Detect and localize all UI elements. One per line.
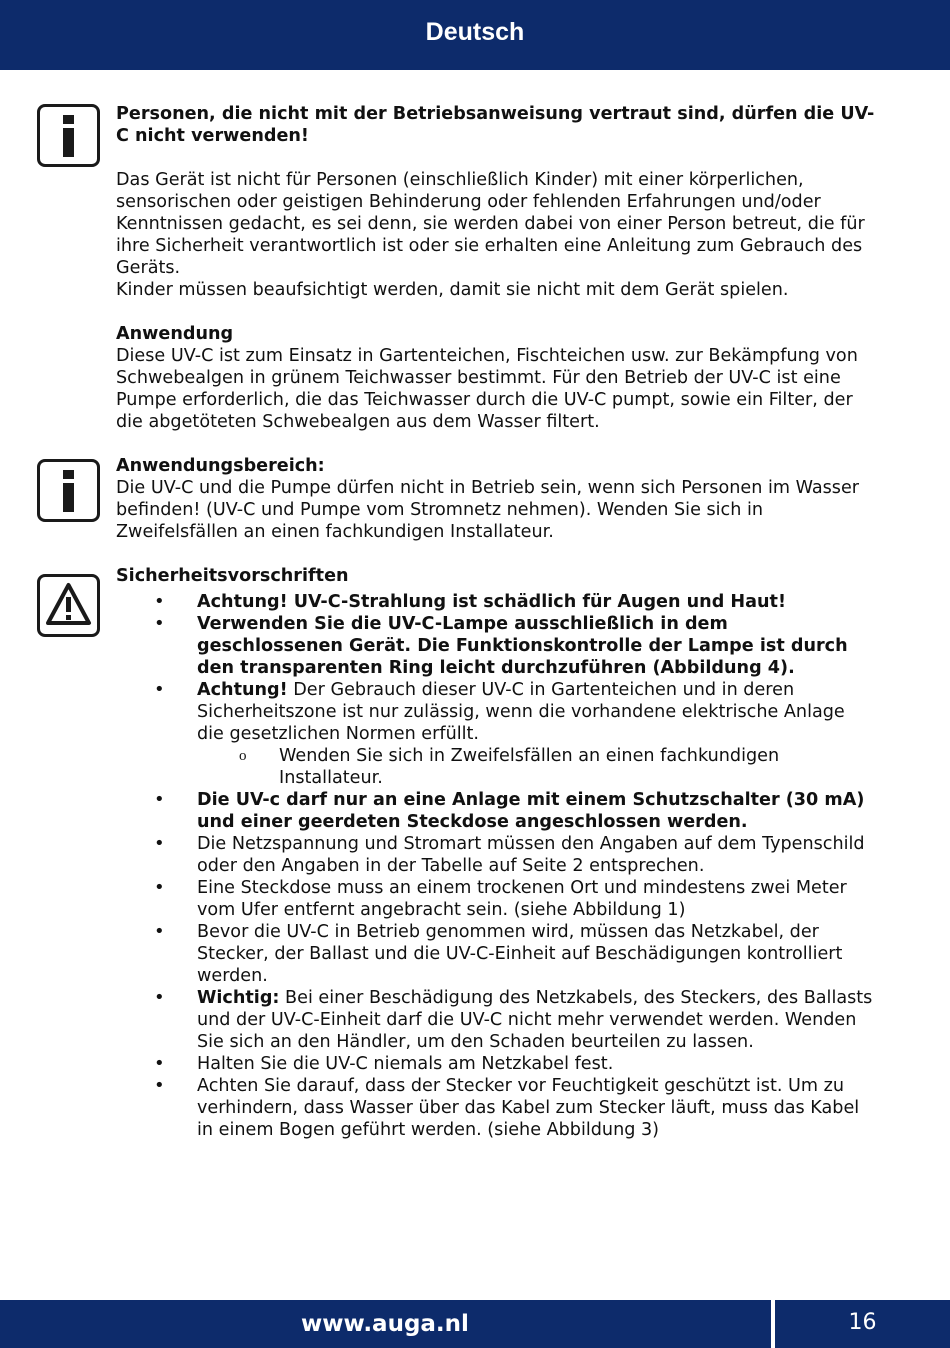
footer-website-link[interactable]: www.auga.nl xyxy=(301,1311,469,1337)
list-item: • Achtung! Der Gebrauch dieser UV-C in Gartenteichen und in deren Sicherheitszone ist nur zulässig, wenn die vorhandene elektrische Anlage die gesetzlichen Normen erfüllt. o Wenden Sie sich in Zweifelsfällen an einen fachkundigen Installateur. xyxy=(116,679,876,789)
list-item: • Die Netzspannung und Stromart müssen den Angaben auf dem Typenschild oder den Angaben in der Tabelle auf Seite 2 entsprechen. xyxy=(116,833,876,877)
list-item: • Bevor die UV-C in Betrieb genommen wird, müssen das Netzkabel, der Stecker, der Ballast und die UV-C-Einheit auf Beschädigungen kontrolliert werden. xyxy=(116,921,876,987)
intro-warning: Personen, die nicht mit der Betriebsanweisung vertraut sind, dürfen die UV-C nicht verwenden! xyxy=(116,104,875,146)
section-heading-sicherheit: Sicherheitsvorschriften xyxy=(116,566,349,586)
list-item: • Halten Sie die UV-C niemals am Netzkabel fest. xyxy=(116,1053,876,1075)
anwendung-text: Diese UV-C ist zum Einsatz in Gartenteichen, Fischteichen usw. zur Bekämpfung von Schwebealgen in grünem Teichwasser bestimmt. Für den Betrieb der UV-C ist eine Pumpe erforderlich, die das Teichwasser durch die UV-C pumpt, sowie ein Filter, der die abgetöteten Schwebealgen aus dem Wasser filtert. xyxy=(116,346,858,432)
section-heading-anwendungsbereich: Anwendungsbereich: xyxy=(116,456,325,476)
list-item: • Verwenden Sie die UV-C-Lampe ausschließlich in dem geschlossenen Gerät. Die Funktionskontrolle der Lampe ist durch den transparenten Ring leicht durchzuführen (Abbildung 4). xyxy=(116,613,876,679)
list-item: • Wichtig: Bei einer Beschädigung des Netzkabels, des Steckers, des Ballasts und der UV-C-Einheit darf die UV-C nicht mehr verwendet werden. Wenden Sie sich an den Händler, um den Schaden beurteilen zu lassen. xyxy=(116,987,876,1053)
list-item: • Die UV-c darf nur an eine Anlage mit einem Schutzschalter (30 mA) und einer geerdeten Steckdose angeschlossen werden. xyxy=(116,789,876,833)
page-number: 16 xyxy=(848,1310,877,1335)
list-item: • Achtung! UV-C-Strahlung ist schädlich für Augen und Haut! xyxy=(116,591,876,613)
page-footer xyxy=(0,1300,950,1348)
sub-list xyxy=(197,745,876,789)
warning-triangle-icon xyxy=(37,574,100,637)
info-icon xyxy=(37,104,100,167)
page-header xyxy=(0,0,950,70)
intro-children-note: Kinder müssen beaufsichtigt werden, damit sie nicht mit dem Gerät spielen. xyxy=(116,280,789,300)
anwendungsbereich-text: Die UV-C und die Pumpe dürfen nicht in Betrieb sein, wenn sich Personen im Wasser befinden! (UV-C und Pumpe vom Stromnetz nehmen). Wenden Sie sich in Zweifelsfällen an einen fachkundigen Installateur. xyxy=(116,478,860,542)
intro-paragraph: Das Gerät ist nicht für Personen (einschließlich Kinder) mit einer körperlichen, sensorischen oder geistigen Behinderung oder fehlenden Erfahrungen und/oder Kenntnissen gedacht, es sei denn, sie werden dabei von einer Person betreut, die für ihre Sicherheit verantwortlich ist oder sie erhalten eine Anleitung zum Gebrauch des Geräts. xyxy=(116,170,865,278)
header-title: Deutsch xyxy=(425,18,525,46)
sub-list-item: o Wenden Sie sich in Zweifelsfällen an einen fachkundigen Installateur. xyxy=(197,745,876,789)
safety-list xyxy=(116,591,876,1141)
info-icon xyxy=(37,459,100,522)
list-item: • Eine Steckdose muss an einem trockenen Ort und mindestens zwei Meter vom Ufer entfernt angebracht sein. (siehe Abbildung 1) xyxy=(116,877,876,921)
section-heading-anwendung: Anwendung xyxy=(116,324,234,344)
page-content xyxy=(116,103,876,1141)
list-item: • Achten Sie darauf, dass der Stecker vor Feuchtigkeit geschützt ist. Um zu verhindern, dass Wasser über das Kabel zum Stecker läuft, muss das Kabel in einem Bogen geführt werden. (siehe Abbildung 3) xyxy=(116,1075,876,1141)
